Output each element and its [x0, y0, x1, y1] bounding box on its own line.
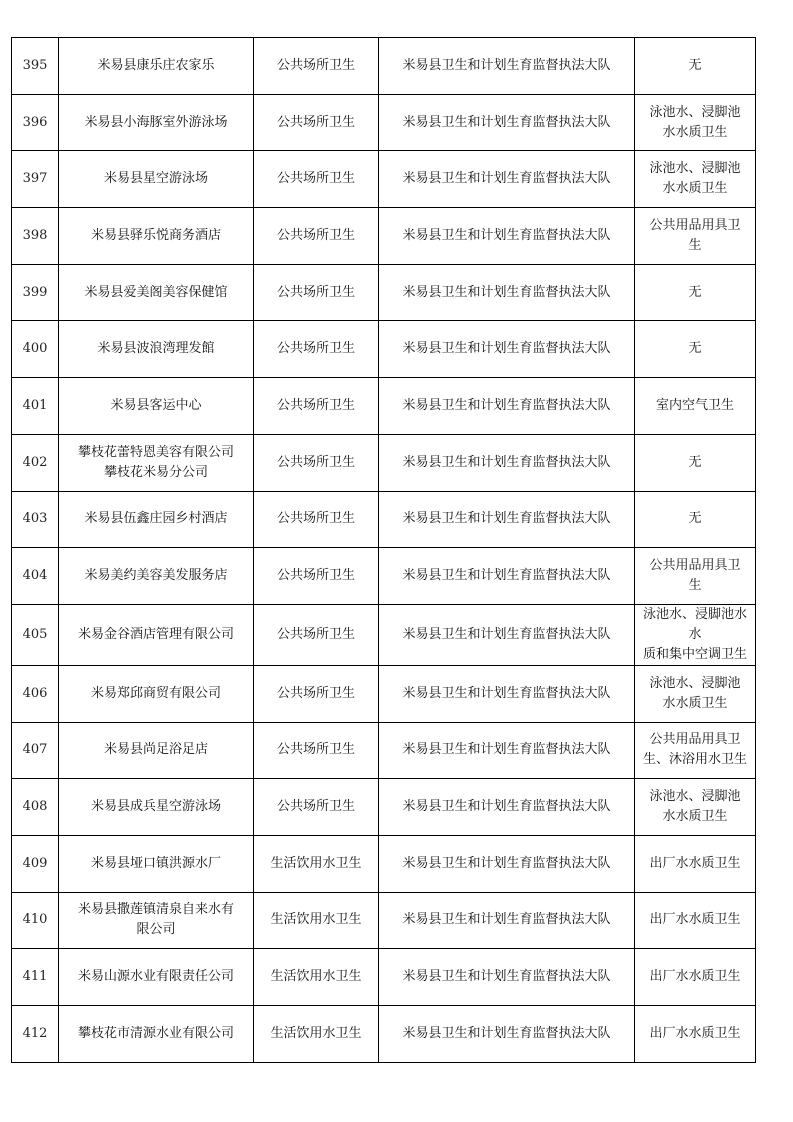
entity-name: 米易县成兵星空游泳场	[59, 779, 254, 836]
row-number: 411	[12, 949, 59, 1006]
inspection-item: 泳池水、浸脚池 水水质卫生	[635, 94, 756, 151]
inspecting-agency: 米易县卫生和计划生育监督执法大队	[379, 949, 635, 1006]
entity-name: 米易县撒莲镇清泉自来水有 限公司	[59, 892, 254, 949]
inspection-item: 无	[635, 321, 756, 378]
inspection-item: 无	[635, 491, 756, 548]
inspecting-agency: 米易县卫生和计划生育监督执法大队	[379, 378, 635, 435]
inspecting-agency: 米易县卫生和计划生育监督执法大队	[379, 604, 635, 665]
inspecting-agency: 米易县卫生和计划生育监督执法大队	[379, 208, 635, 265]
inspecting-agency: 米易县卫生和计划生育监督执法大队	[379, 892, 635, 949]
table-row	[12, 321, 756, 378]
row-number: 412	[12, 1006, 59, 1063]
inspecting-agency: 米易县卫生和计划生育监督执法大队	[379, 38, 635, 95]
inspection-item: 泳池水、浸脚池 水水质卫生	[635, 151, 756, 208]
inspection-category: 公共场所卫生	[254, 38, 379, 95]
row-number: 409	[12, 835, 59, 892]
inspection-item: 公共用品用具卫 生	[635, 548, 756, 605]
inspecting-agency: 米易县卫生和计划生育监督执法大队	[379, 722, 635, 779]
table-row	[12, 434, 756, 491]
inspection-item: 出厂水水质卫生	[635, 835, 756, 892]
table-row	[12, 378, 756, 435]
inspection-category: 生活饮用水卫生	[254, 892, 379, 949]
entity-name: 米易美约美容美发服务店	[59, 548, 254, 605]
inspecting-agency: 米易县卫生和计划生育监督执法大队	[379, 665, 635, 722]
table-body	[12, 38, 756, 1063]
inspection-category: 公共场所卫生	[254, 208, 379, 265]
table-row	[12, 491, 756, 548]
entity-name: 米易县尚足浴足店	[59, 722, 254, 779]
row-number: 408	[12, 779, 59, 836]
inspection-category: 公共场所卫生	[254, 378, 379, 435]
row-number: 399	[12, 264, 59, 321]
table-row	[12, 835, 756, 892]
entity-name: 米易金谷酒店管理有限公司	[59, 604, 254, 665]
row-number: 400	[12, 321, 59, 378]
table-row	[12, 779, 756, 836]
inspecting-agency: 米易县卫生和计划生育监督执法大队	[379, 548, 635, 605]
inspection-category: 公共场所卫生	[254, 94, 379, 151]
inspection-category: 公共场所卫生	[254, 722, 379, 779]
inspection-item: 泳池水、浸脚池水水 质和集中空调卫生	[635, 604, 756, 665]
table-row	[12, 604, 756, 665]
inspection-table	[11, 37, 756, 1063]
row-number: 402	[12, 434, 59, 491]
inspection-category: 公共场所卫生	[254, 321, 379, 378]
inspection-category: 公共场所卫生	[254, 665, 379, 722]
inspection-item: 出厂水水质卫生	[635, 949, 756, 1006]
row-number: 407	[12, 722, 59, 779]
table-row	[12, 665, 756, 722]
table-row	[12, 1006, 756, 1063]
entity-name: 米易县小海豚室外游泳场	[59, 94, 254, 151]
table-row	[12, 38, 756, 95]
inspecting-agency: 米易县卫生和计划生育监督执法大队	[379, 835, 635, 892]
entity-name: 米易县垭口镇洪源水厂	[59, 835, 254, 892]
inspecting-agency: 米易县卫生和计划生育监督执法大队	[379, 434, 635, 491]
row-number: 410	[12, 892, 59, 949]
entity-name: 米易县爱美阁美容保健馆	[59, 264, 254, 321]
entity-name: 米易县波浪湾理发館	[59, 321, 254, 378]
inspection-category: 公共场所卫生	[254, 151, 379, 208]
inspection-category: 公共场所卫生	[254, 779, 379, 836]
inspection-category: 公共场所卫生	[254, 491, 379, 548]
entity-name: 米易县驿乐悦商务酒店	[59, 208, 254, 265]
inspection-item: 出厂水水质卫生	[635, 892, 756, 949]
table-row	[12, 264, 756, 321]
inspecting-agency: 米易县卫生和计划生育监督执法大队	[379, 94, 635, 151]
entity-name: 米易县伍鑫庄园乡村酒店	[59, 491, 254, 548]
row-number: 398	[12, 208, 59, 265]
inspection-category: 公共场所卫生	[254, 548, 379, 605]
table-row	[12, 94, 756, 151]
inspection-category: 生活饮用水卫生	[254, 1006, 379, 1063]
row-number: 395	[12, 38, 59, 95]
inspection-category: 生活饮用水卫生	[254, 835, 379, 892]
inspection-item: 无	[635, 434, 756, 491]
row-number: 405	[12, 604, 59, 665]
table-row	[12, 892, 756, 949]
inspecting-agency: 米易县卫生和计划生育监督执法大队	[379, 491, 635, 548]
entity-name: 米易县星空游泳场	[59, 151, 254, 208]
entity-name: 米易郑邱商贸有限公司	[59, 665, 254, 722]
inspecting-agency: 米易县卫生和计划生育监督执法大队	[379, 264, 635, 321]
table-row	[12, 151, 756, 208]
row-number: 404	[12, 548, 59, 605]
inspecting-agency: 米易县卫生和计划生育监督执法大队	[379, 321, 635, 378]
row-number: 401	[12, 378, 59, 435]
inspecting-agency: 米易县卫生和计划生育监督执法大队	[379, 1006, 635, 1063]
entity-name: 米易县康乐庄农家乐	[59, 38, 254, 95]
entity-name: 攀枝花市清源水业有限公司	[59, 1006, 254, 1063]
inspecting-agency: 米易县卫生和计划生育监督执法大队	[379, 151, 635, 208]
inspection-item: 出厂水水质卫生	[635, 1006, 756, 1063]
inspection-category: 公共场所卫生	[254, 264, 379, 321]
inspection-item: 无	[635, 264, 756, 321]
row-number: 396	[12, 94, 59, 151]
inspection-item: 公共用品用具卫 生	[635, 208, 756, 265]
table-row	[12, 722, 756, 779]
entity-name: 米易县客运中心	[59, 378, 254, 435]
table-row	[12, 548, 756, 605]
inspection-category: 生活饮用水卫生	[254, 949, 379, 1006]
inspection-item: 泳池水、浸脚池 水水质卫生	[635, 779, 756, 836]
inspection-item: 室内空气卫生	[635, 378, 756, 435]
inspection-category: 公共场所卫生	[254, 434, 379, 491]
inspection-item: 公共用品用具卫 生、沐浴用水卫生	[635, 722, 756, 779]
row-number: 403	[12, 491, 59, 548]
table-row	[12, 949, 756, 1006]
entity-name: 米易山源水业有限责任公司	[59, 949, 254, 1006]
row-number: 406	[12, 665, 59, 722]
entity-name: 攀枝花蕾特恩美容有限公司 攀枝花米易分公司	[59, 434, 254, 491]
inspection-category: 公共场所卫生	[254, 604, 379, 665]
inspecting-agency: 米易县卫生和计划生育监督执法大队	[379, 779, 635, 836]
row-number: 397	[12, 151, 59, 208]
table-row	[12, 208, 756, 265]
inspection-item: 无	[635, 38, 756, 95]
inspection-item: 泳池水、浸脚池 水水质卫生	[635, 665, 756, 722]
